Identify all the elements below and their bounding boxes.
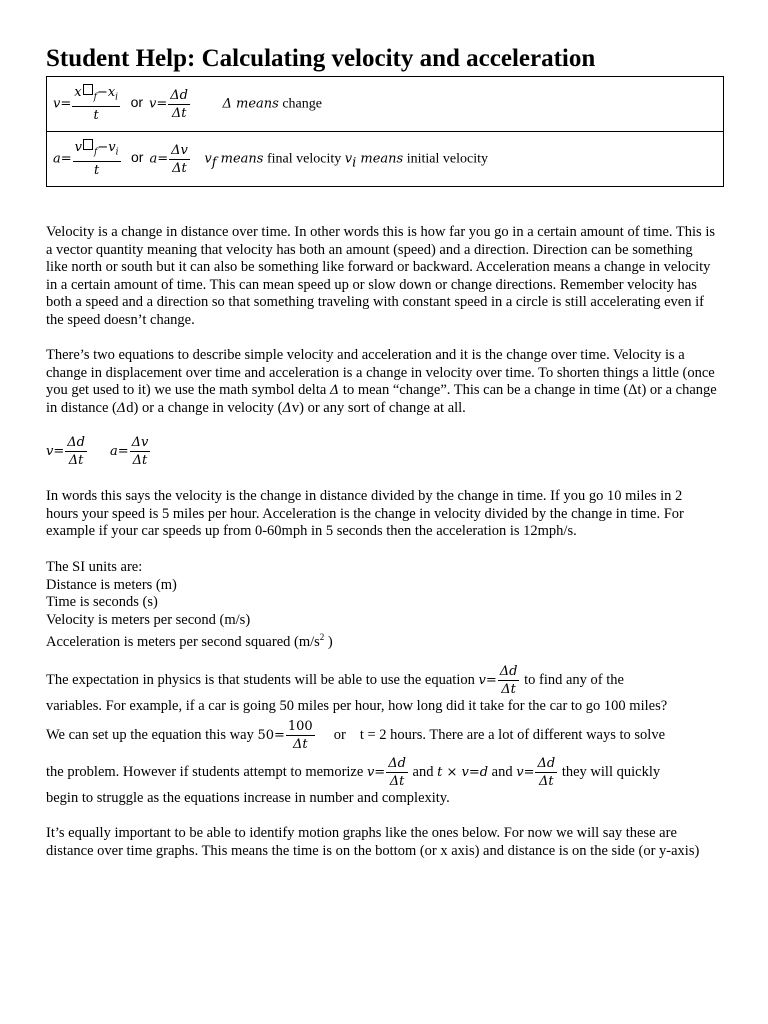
- paragraph-in-words: In words this says the velocity is the change in distance divided by the change in time. If you go 10 miles in 2 hours your speed is 5 miles per hour. Acceleration is the change in velocity divided by the change in time. For example if your car speeds up from 0-60mph in 5 seconds then the acceleration is 12mph/s.: [46, 488, 684, 539]
- delta-symbol: Δ: [222, 96, 232, 112]
- paragraph-expectation: The expectation in physics is that students will be able to use the equation v= $\frac{\Delta d}{\Delta t}$ to find any of the variables. For example, if a car is going 50 miles per hour, how long did it take for the car to go 100 miles? We can set up the equation this way 50= $\frac{100}{\Delta t}$ or t = 2 hours. There are a lot of different ways to solve the problem. However if students attempt to memorize v= $\frac{\Delta d}{\Delta t}$ and t × v=d and v= $\frac{\Delta d}{\Delta t}$ they will quickly begin to struggle as the equations increase in number and complexity.: [46, 664, 668, 806]
- formula-a-delta-fraction: $\frac{\Delta v}{\Delta t}$: [171, 142, 188, 176]
- formula-box: [46, 76, 724, 187]
- formula-v-lhs: v=: [53, 96, 72, 112]
- page-title: Student Help: Calculating velocity and acceleration: [46, 45, 596, 72]
- placeholder-box: [83, 139, 93, 150]
- paragraph-velocity-intro: Velocity is a change in distance over time. In other words this is how far you go in a certain amount of time. This is a vector quantity meaning that velocity has both an amount (speed) and a direction. Direction can be something like north or south but it can also be something like forward or backward. Acceleration means a change in velocity in a certain amount of time. This can mean speed up or slow down or change directions. Remember velocity has both a speed and a direction so that something traveling with constant speed in a circle is still accelerating even if the speed doesn’t change.: [46, 224, 715, 328]
- delta-note: change: [278, 96, 322, 112]
- document-page: [46, 44, 726, 187]
- paragraph-two-equations: There’s two equations to describe simple velocity and acceleration and it is the change over time. Velocity is a change in displacement over time and acceleration is a change in velocity over time. To shorten things a little (once you get used to it) we use the math symbol delta Δ to mean “change”. This can be a change in time (Δt) or a change in distance (Δd) or a change in velocity (Δv) or any sort of change at all.: [46, 347, 717, 416]
- paragraph-motion-graphs: It’s equally important to be able to identify motion graphs like the ones below. For now we will say these are distance over time graphs. This means the time is on the bottom (or x axis) and distance is on the side (or y-axis): [46, 825, 700, 859]
- formula-v-fraction: $\frac{x _f-x_i}{t}$: [74, 84, 119, 124]
- velocity-equation: $\frac{\Delta d}{\Delta t}$: [67, 435, 85, 468]
- placeholder-box: [83, 84, 93, 95]
- acceleration-equation: $\frac{\Delta v}{\Delta t}$: [131, 435, 149, 468]
- si-units-list: The SI units are: Distance is meters (m) Time is seconds (s) Velocity is meters per second (m/s) Acceleration is meters per second squared ($m/s^2$ ): [46, 559, 333, 650]
- equations-display: v= $\frac{\Delta d}{\Delta t}$ a= $\frac{\Delta v}{\Delta t}$: [46, 435, 149, 468]
- formula-or: or: [130, 94, 144, 111]
- formula-cell-acceleration: a= $\frac{v _f-v_i}{t}$ or a= $\frac{\Delta v}{\Delta t}$ $v_f$ means final velocity $v_i$ means initial velocity: [47, 132, 724, 187]
- initial-velocity-note: initial velocity: [403, 151, 488, 167]
- formula-row-velocity: [47, 77, 724, 132]
- formula-cell-velocity: v= $\frac{x _f-x_i}{t}$ or v= $\frac{\Delta d}{\Delta t}$ Δ means change: [47, 77, 724, 132]
- formula-v-delta-fraction: $\frac{\Delta d}{\Delta t}$: [170, 87, 188, 121]
- formula-row-acceleration: [47, 132, 724, 187]
- final-velocity-note: final velocity: [263, 151, 345, 167]
- formula-a-fraction: $\frac{v _f-v_i}{t}$: [74, 139, 119, 179]
